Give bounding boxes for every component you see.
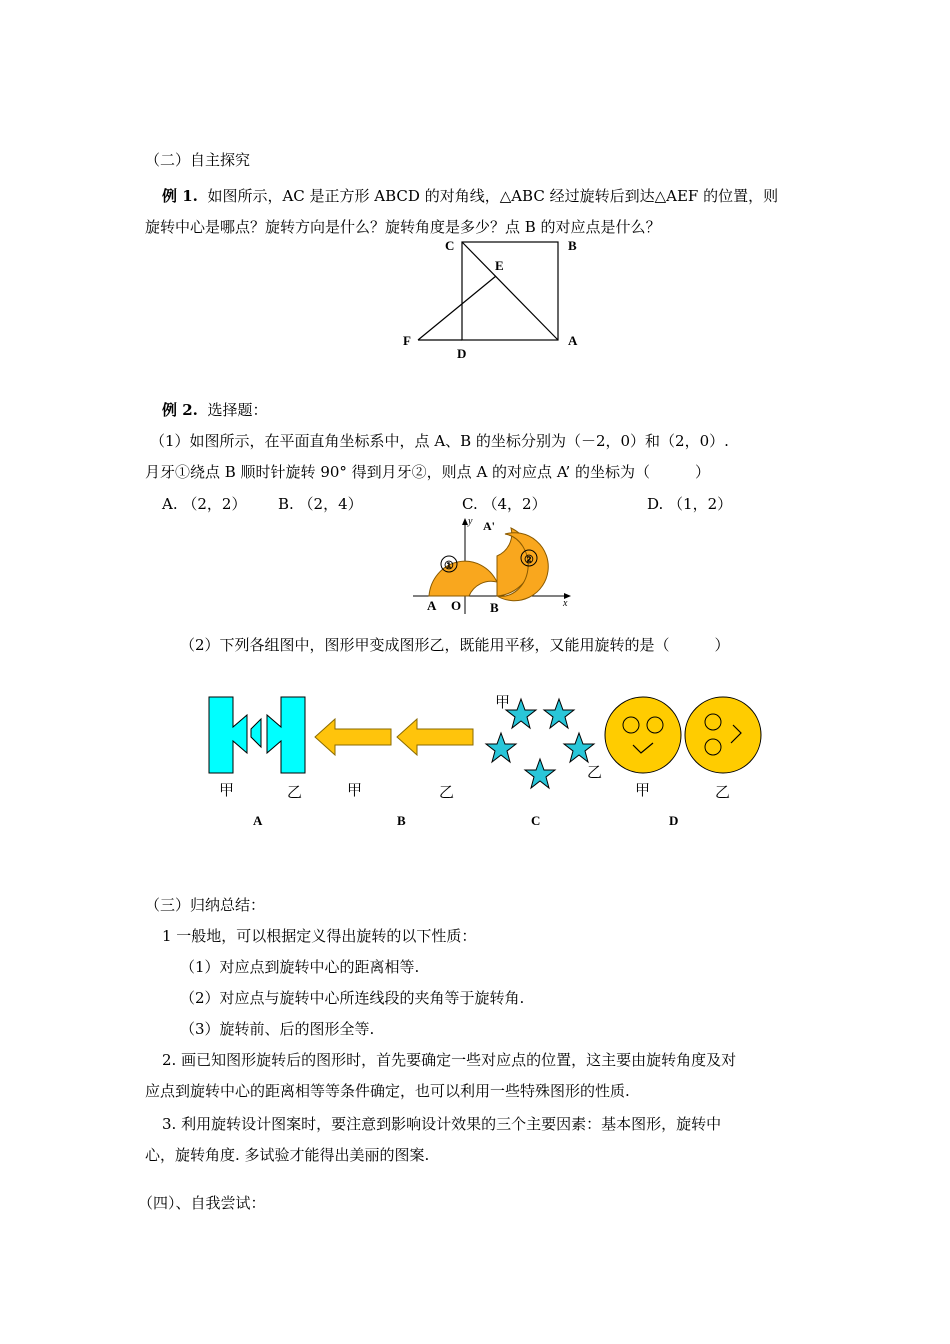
diagonal-ac <box>462 242 558 340</box>
group-a-shapes <box>209 697 305 773</box>
group-a-yi-shape <box>267 697 305 773</box>
group-b-jia-arrow <box>397 719 473 755</box>
section-heading-2: （二）自主探究 <box>145 151 251 169</box>
section-heading-4: （四）、自我尝试： <box>138 1194 266 1212</box>
summary-point-1: 1 一般地，可以根据定义得出旋转的以下性质： <box>162 927 477 945</box>
fig1-label-b: B <box>568 238 577 253</box>
group-c-letter: C <box>531 813 541 828</box>
group-d-yi-face <box>685 697 761 773</box>
group-b-yi-arrow <box>315 719 391 755</box>
summary-point-1c: （3）旋转前、后的图形全等. <box>180 1020 375 1038</box>
group-a-letter: A <box>253 813 263 828</box>
fig2-label-x: x <box>563 598 568 609</box>
section-heading-3: （三）归纳总结： <box>145 896 266 914</box>
crescent-2-label: ② <box>524 554 534 566</box>
group-a-yi: 乙 <box>287 785 303 801</box>
group-d-jia: 甲 <box>635 783 651 799</box>
group-c-jia: 甲 <box>495 695 511 711</box>
fig2-label-a-prime: A' <box>483 519 495 533</box>
summary-point-2-line-2: 应点到旋转中心的距离相等等条件确定，也可以利用一些特殊图形的性质. <box>145 1082 630 1100</box>
group-a-middle-arrow <box>251 719 261 747</box>
fig1-label-f: F <box>403 333 411 348</box>
group-c-star-3 <box>486 733 516 762</box>
option-b: B. （2，4） <box>278 495 363 513</box>
example-1-label: 例 1. <box>162 187 198 205</box>
fig1-label-a: A <box>568 333 578 348</box>
example-2-label: 例 2. <box>162 401 198 419</box>
example-1-line-2: 旋转中心是哪点？旋转方向是什么？旋转角度是多少？点 B 的对应点是什么？ <box>145 218 661 236</box>
fig1-label-c: C <box>445 238 455 253</box>
fig2-label-y: y <box>468 516 473 527</box>
summary-point-3-line-2: 心，旋转角度. 多试验才能得出美丽的图案. <box>145 1146 430 1164</box>
group-c-star-4 <box>564 733 594 762</box>
fig2-label-o: O <box>451 598 462 613</box>
group-b-yi: 乙 <box>439 785 455 801</box>
summary-point-2-line-1: 2. 画已知图形旋转后的图形时，首先要确定一些对应点的位置，这主要由旋转角度及对 <box>162 1051 737 1069</box>
group-d-yi: 乙 <box>715 785 731 801</box>
fig1-label-e: E <box>495 258 504 273</box>
crescent-1-label: ① <box>444 560 454 572</box>
option-c: C. （4，2） <box>462 495 547 513</box>
fig1-label-d: D <box>457 346 467 360</box>
crescent-rotation-figure <box>405 514 580 616</box>
example-1-text-1: 如图所示，AC 是正方形 ABCD 的对角线，△ABC 经过旋转后到达△AEF 的位置，则 <box>207 187 779 205</box>
example-2-title: 选择题： <box>207 401 268 419</box>
group-c-yi: 乙 <box>587 765 603 781</box>
choice-groups-figure <box>195 685 775 830</box>
crescent-1 <box>429 561 497 596</box>
fig2-label-b: B <box>490 600 499 615</box>
fig2-label-a: A <box>427 598 437 613</box>
group-b-jia: 甲 <box>347 783 363 799</box>
option-a: A. （2，2） <box>162 495 247 513</box>
summary-point-1a: （1）对应点到旋转中心的距离相等. <box>180 958 420 976</box>
question-2: （2）下列各组图中，图形甲变成图形乙，既能用平移，又能用旋转的是（ ） <box>180 636 730 654</box>
group-c-star-5 <box>525 759 555 788</box>
question-1-line-1: （1）如图所示，在平面直角坐标系中，点 A、B 的坐标分别为（－2，0）和（2，0）. <box>150 432 729 450</box>
group-a-jia-shape <box>209 697 247 773</box>
summary-point-1b: （2）对应点与旋转中心所连线段的夹角等于旋转角. <box>180 989 525 1007</box>
segment-fe <box>418 276 496 340</box>
group-c-star-1 <box>506 699 536 728</box>
group-a-jia: 甲 <box>219 783 235 799</box>
question-1-line-2: 月牙①绕点 B 顺时针旋转 90° 得到月牙②，则点 A 的对应点 A’ 的坐标为（ ） <box>145 463 710 481</box>
summary-point-3-line-1: 3. 利用旋转设计图案时，要注意到影响设计效果的三个主要因素：基本图形，旋转中 <box>162 1115 722 1133</box>
group-c-star-2 <box>544 699 574 728</box>
option-d: D. （1，2） <box>647 495 733 513</box>
square-rotation-figure <box>398 236 588 360</box>
example-2-header <box>162 400 267 420</box>
example-1-line-1 <box>162 186 778 206</box>
group-b-letter: B <box>397 813 406 828</box>
group-d-jia-face <box>605 697 681 773</box>
group-d-letter: D <box>669 813 679 828</box>
